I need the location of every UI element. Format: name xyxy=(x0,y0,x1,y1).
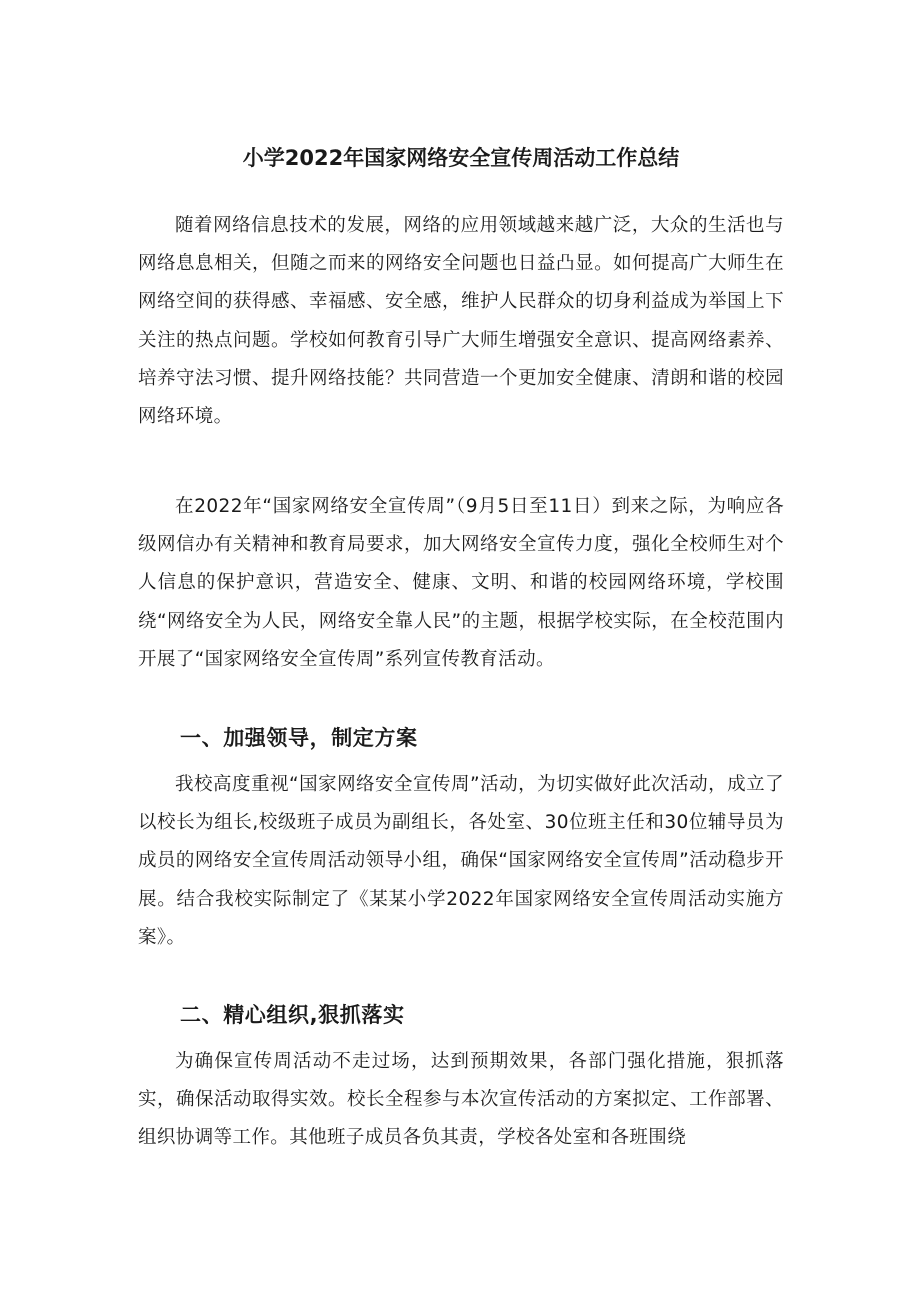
paragraph-implementation: 为确保宣传周活动不走过场，达到预期效果，各部门强化措施，狠抓落实，确保活动取得实效。校长全程参与本次宣传活动的方案拟定、工作部署、组织协调等工作。其他班子成员各负其责，学校各处室和各班围绕 xyxy=(138,1051,784,1149)
section-heading-2: 二、精心组织,狠抓落实 xyxy=(180,1003,405,1027)
paragraph-intro: 随着网络信息技术的发展，网络的应用领域越来越广泛，大众的生活也与网络息息相关，但随之而来的网络安全问题也日益凸显。如何提高广大师生在网络空间的获得感、幸福感、安全感，维护人民群众的切身利益成为举国上下关注的热点问题。学校如何教育引导广大师生增强安全意识、提高网络素养、培养守法习惯、提升网络技能？共同营造一个更加安全健康、清朗和谐的校园网络环境。 xyxy=(138,215,784,428)
document-page xyxy=(138,0,784,1301)
document-title: 小学2022年国家网络安全宣传周活动工作总结 xyxy=(242,146,680,170)
paragraph-leadership: 我校高度重视“国家网络安全宣传周”活动，为切实做好此次活动，成立了以校长为组长,校级班子成员为副组长，各处室、30位班主任和30位辅导员为成员的网络安全宣传周活动领导小组，确保“国家网络安全宣传周”活动稳步开展。结合我校实际制定了《某某小学2022年国家网络安全宣传周活动实施方案》。 xyxy=(138,774,784,948)
paragraph-background: 在2022年“国家网络安全宣传周”（9月5日至11日）到来之际，为响应各级网信办有关精神和教育局要求，加大网络安全宣传力度，强化全校师生对个人信息的保护意识，营造安全、健康、文明、和谐的校园网络环境，学校围绕“网络安全为人民，网络安全靠人民”的主题，根据学校实际，在全校范围内开展了“国家网络安全宣传周”系列宣传教育活动。 xyxy=(138,496,784,670)
section-heading-1: 一、加强领导，制定方案 xyxy=(180,726,418,750)
